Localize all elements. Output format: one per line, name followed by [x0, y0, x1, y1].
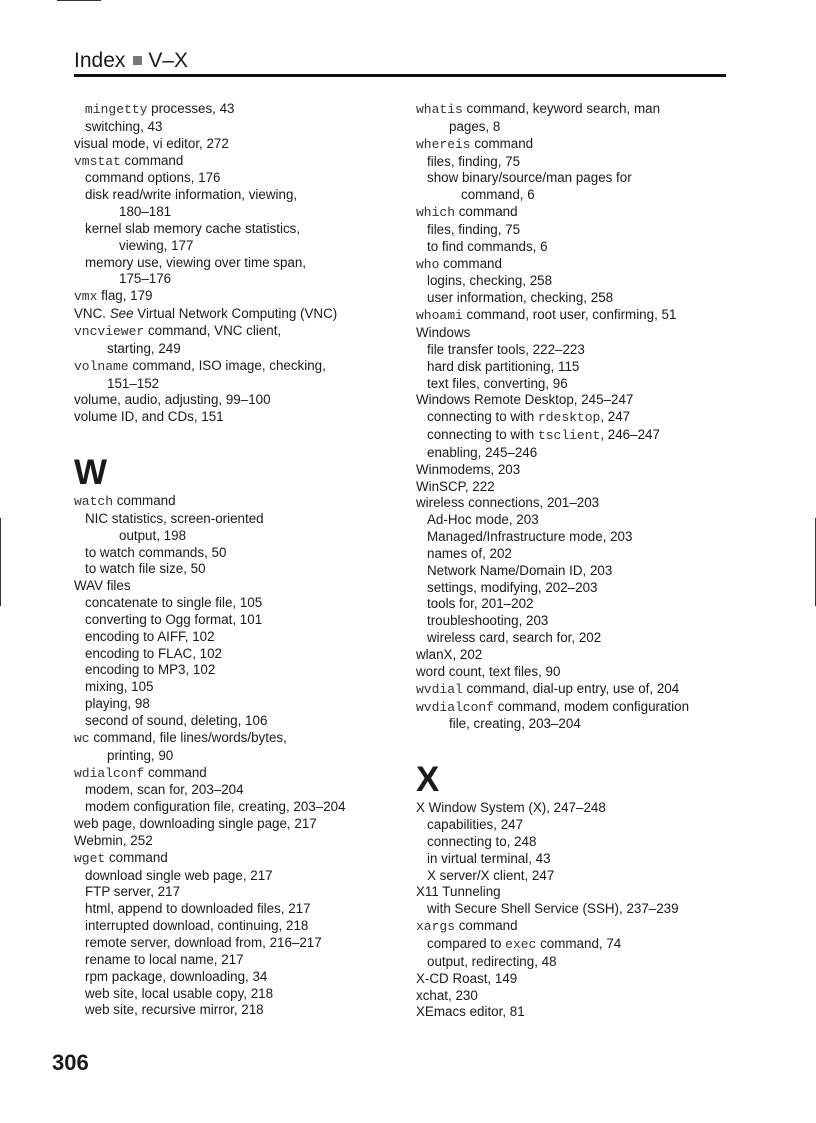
index-subentry — [74, 986, 404, 1003]
crop-mark-left — [0, 518, 1, 606]
entry-text: Windows — [416, 324, 471, 340]
index-subentry — [74, 901, 404, 918]
entry-text: Windows Remote Desktop, 245–247 — [416, 392, 634, 408]
index-subentry — [416, 222, 736, 239]
index-subentry — [416, 936, 736, 954]
command-name: vmstat — [74, 153, 121, 169]
index-subentry — [74, 204, 404, 221]
entry-text: hard disk partitioning, 115 — [427, 358, 580, 374]
entry-text: converting to Ogg format, 101 — [85, 611, 263, 627]
entry-text: to find commands, 6 — [427, 238, 548, 254]
entry-text: logins, checking, 258 — [427, 273, 553, 289]
entry-text: command, file lines/words/bytes, — [89, 729, 287, 745]
index-subentry — [416, 170, 736, 187]
entry-text: word count, text files, 90 — [416, 663, 561, 679]
entry-text: X Window System (X), 247–248 — [416, 800, 606, 816]
index-subentry — [74, 918, 404, 935]
entry-text: disk read/write information, viewing, — [85, 187, 298, 203]
index-entry — [74, 153, 404, 171]
entry-text: output, 198 — [119, 527, 187, 543]
index-subentry — [74, 170, 404, 187]
entry-text: web page, downloading single page, 217 — [74, 816, 317, 832]
entry-text: output, redirecting, 48 — [427, 953, 557, 969]
entry-text: XEmacs editor, 81 — [416, 1004, 525, 1020]
index-subentry — [416, 359, 736, 376]
crop-mark-top — [57, 0, 101, 1]
entry-text: files, finding, 75 — [427, 221, 521, 237]
index-subentry — [416, 119, 736, 136]
index-entry — [416, 699, 736, 717]
index-subentry — [74, 884, 404, 901]
index-entry — [416, 971, 736, 988]
command-name: which — [416, 205, 456, 221]
entry-text: compared to — [427, 935, 506, 951]
entry-text: xchat, 230 — [416, 987, 478, 1003]
index-subentry — [416, 239, 736, 256]
index-subentry — [416, 529, 736, 546]
index-subentry — [416, 563, 736, 580]
entry-text: command, 6 — [461, 187, 535, 203]
index-subentry — [416, 290, 736, 307]
index-entry — [416, 307, 736, 325]
entry-text: encoding to FLAC, 102 — [85, 645, 222, 661]
entry-text: command options, 176 — [85, 170, 221, 186]
index-entry — [416, 495, 736, 512]
index-entry — [416, 988, 736, 1005]
entry-text: playing, 98 — [85, 696, 150, 712]
index-subentry — [74, 511, 404, 528]
index-subentry — [416, 187, 736, 204]
index-subentry — [74, 1002, 404, 1019]
index-subentry — [74, 376, 404, 393]
index-subentry — [416, 613, 736, 630]
index-entry — [74, 306, 404, 323]
command-name: wvdial — [416, 681, 463, 697]
index-subentry — [416, 445, 736, 462]
entry-text: user information, checking, 258 — [427, 290, 614, 306]
entry-text: command, dial-up entry, use of, 204 — [462, 680, 680, 696]
entry-text: processes, 43 — [147, 101, 235, 116]
entry-text: See — [109, 306, 134, 322]
index-subentry — [74, 595, 404, 612]
entry-text: FTP server, 217 — [85, 884, 181, 900]
index-subentry — [74, 101, 404, 119]
entry-text: to watch file size, 50 — [85, 561, 206, 577]
header-title — [74, 48, 188, 74]
index-subentry — [74, 782, 404, 799]
entry-text: show binary/source/man pages for — [427, 170, 632, 186]
command-name: xargs — [416, 919, 456, 935]
entry-text: command — [105, 849, 168, 865]
entry-text: interrupted download, continuing, 218 — [85, 918, 309, 934]
index-subentry — [416, 716, 736, 733]
index-entry — [74, 409, 404, 426]
entry-text: command, 74 — [536, 935, 622, 951]
entry-text: to watch commands, 50 — [85, 544, 227, 560]
entry-text: wireless card, search for, 202 — [427, 630, 602, 646]
index-entry — [74, 358, 404, 376]
entry-text: flag, 179 — [97, 288, 153, 304]
index-subentry — [74, 646, 404, 663]
command-name: volname — [74, 358, 129, 374]
entry-text: , 247 — [600, 409, 631, 425]
index-subentry — [416, 512, 736, 529]
entry-text: connecting to with — [427, 409, 538, 425]
section-gap — [416, 733, 736, 761]
index-subentry — [74, 629, 404, 646]
entry-text: file, creating, 203–204 — [449, 716, 581, 732]
command-name: exec — [505, 936, 537, 952]
index-subentry — [74, 868, 404, 885]
entry-text: command — [144, 764, 207, 780]
entry-text: Webmin, 252 — [74, 832, 153, 848]
index-subentry — [74, 799, 404, 816]
index-entry — [416, 204, 736, 222]
index-entry — [416, 800, 736, 817]
entry-text: Winmodems, 203 — [416, 461, 521, 477]
index-subentry — [416, 630, 736, 647]
entry-text: pages, 8 — [449, 118, 501, 134]
entry-text: printing, 90 — [107, 747, 174, 763]
entry-text: 180–181 — [119, 204, 172, 220]
index-entry — [74, 288, 404, 306]
entry-text: file transfer tools, 222–223 — [427, 341, 585, 357]
entry-text: encoding to AIFF, 102 — [85, 628, 215, 644]
index-entry — [416, 462, 736, 479]
index-entry — [416, 101, 736, 119]
entry-text: switching, 43 — [85, 118, 163, 134]
entry-text: command, keyword search, man — [462, 101, 661, 116]
index-entry — [416, 681, 736, 699]
command-name: whoami — [416, 308, 463, 324]
index-entry — [416, 918, 736, 936]
entry-text: WinSCP, 222 — [416, 478, 495, 494]
index-subentry — [416, 954, 736, 971]
header-range: V–X — [148, 49, 189, 72]
entry-text: connecting to with — [427, 427, 538, 443]
entry-text: VNC. — [74, 306, 110, 322]
command-name: mingetty — [85, 102, 148, 117]
index-subentry — [74, 187, 404, 204]
index-entry — [416, 884, 736, 901]
index-column-left — [74, 101, 404, 1019]
entry-text: kernel slab memory cache statistics, — [85, 220, 301, 236]
command-name: whatis — [416, 102, 463, 117]
entry-text: memory use, viewing over time span, — [85, 254, 307, 270]
entry-text: mixing, 105 — [85, 679, 154, 695]
command-name: wc — [74, 730, 90, 746]
index-entry — [416, 256, 736, 274]
section-gap — [74, 426, 404, 454]
index-entry — [74, 136, 404, 153]
index-subentry — [74, 561, 404, 578]
entry-text: with Secure Shell Service (SSH), 237–239 — [427, 901, 679, 917]
command-name: rdesktop — [537, 410, 601, 426]
index-entry — [74, 765, 404, 783]
entry-text: html, append to downloaded files, 217 — [85, 901, 311, 917]
entry-text: command — [120, 152, 184, 168]
section-letter-heading: X — [416, 760, 440, 800]
index-entry — [74, 730, 404, 748]
command-name: wdialconf — [74, 765, 145, 781]
index-subentry — [74, 528, 404, 545]
entry-text: troubleshooting, 203 — [427, 613, 549, 629]
entry-text: capabilities, 247 — [427, 817, 524, 833]
index-subentry — [74, 748, 404, 765]
index-subentry — [416, 851, 736, 868]
entry-text: modem, scan for, 203–204 — [85, 782, 244, 798]
entry-text: rpm package, downloading, 34 — [85, 968, 268, 984]
entry-text: command, modem configuration — [494, 698, 690, 714]
entry-text: X-CD Roast, 149 — [416, 970, 518, 986]
entry-text: Virtual Network Computing (VNC) — [133, 306, 338, 322]
entry-text: starting, 249 — [107, 340, 181, 356]
entry-text: volume, audio, adjusting, 99–100 — [74, 392, 271, 408]
index-subentry — [416, 834, 736, 851]
command-name: vncviewer — [74, 323, 145, 339]
index-subentry — [74, 255, 404, 272]
index-entry — [74, 850, 404, 868]
entry-text: web site, local usable copy, 218 — [85, 985, 274, 1001]
index-entry — [416, 479, 736, 496]
command-name: who — [416, 256, 440, 272]
index-subentry — [74, 969, 404, 986]
index-subentry — [74, 935, 404, 952]
command-name: wvdialconf — [416, 699, 495, 715]
entry-text: command — [113, 493, 176, 509]
entry-text: 175–176 — [119, 271, 172, 287]
entry-text: second of sound, deleting, 106 — [85, 713, 268, 728]
entry-text: 151–152 — [107, 375, 160, 391]
index-subentry — [416, 546, 736, 563]
index-entry — [416, 664, 736, 681]
index-entry — [74, 578, 404, 595]
entry-text: command — [455, 918, 518, 934]
entry-text: WAV files — [74, 578, 131, 594]
entry-text: volume ID, and CDs, 151 — [74, 409, 224, 425]
index-subentry — [416, 868, 736, 885]
index-subentry — [74, 271, 404, 288]
index-entry — [74, 323, 404, 341]
header-prefix: Index — [74, 49, 126, 72]
index-subentry — [416, 376, 736, 393]
index-subentry — [74, 713, 404, 730]
index-entry — [416, 647, 736, 664]
entry-text: tools for, 201–202 — [427, 596, 534, 612]
entry-text: encoding to MP3, 102 — [85, 662, 216, 678]
index-subentry — [74, 238, 404, 255]
index-subentry — [416, 154, 736, 171]
index-subentry — [74, 341, 404, 358]
command-name: vmx — [74, 289, 98, 305]
running-header — [74, 48, 726, 77]
index-subentry — [416, 273, 736, 290]
command-name: tsclient — [537, 428, 601, 444]
index-subentry — [74, 952, 404, 969]
entry-text: visual mode, vi editor, 272 — [74, 135, 229, 151]
entry-text: modem configuration file, creating, 203–204 — [85, 799, 346, 815]
entry-text: files, finding, 75 — [427, 153, 521, 169]
entry-text: X server/X client, 247 — [427, 867, 555, 883]
index-subentry — [74, 545, 404, 562]
index-subentry — [74, 696, 404, 713]
command-name: wget — [74, 850, 106, 866]
entry-text: Network Name/Domain ID, 203 — [427, 562, 613, 578]
entry-text: X11 Tunneling — [416, 884, 501, 900]
entry-text: command, root user, confirming, 51 — [462, 307, 677, 323]
section-letter-heading: W — [74, 453, 108, 493]
index-entry — [74, 833, 404, 850]
entry-text: command, ISO image, checking, — [128, 357, 326, 373]
index-subentry — [416, 901, 736, 918]
entry-text: settings, modifying, 202–203 — [427, 579, 598, 595]
index-subentry — [74, 662, 404, 679]
index-subentry — [416, 580, 736, 597]
entry-text: enabling, 245–246 — [427, 444, 538, 460]
index-subentry — [416, 817, 736, 834]
entry-text: NIC statistics, screen-oriented — [85, 510, 264, 526]
square-bullet-icon — [133, 56, 142, 65]
entry-text: wireless connections, 201–203 — [416, 495, 600, 511]
entry-text: in virtual terminal, 43 — [427, 850, 551, 866]
page-number: 306 — [52, 1050, 89, 1075]
index-entry — [416, 1004, 736, 1021]
entry-text: viewing, 177 — [119, 237, 194, 253]
entry-text: concatenate to single file, 105 — [85, 595, 263, 611]
index-subentry — [74, 119, 404, 136]
index-subentry — [416, 342, 736, 359]
entry-text: , 246–247 — [600, 427, 660, 443]
index-entry — [416, 392, 736, 409]
index-entry — [416, 325, 736, 342]
entry-text: text files, converting, 96 — [427, 375, 568, 391]
entry-text: Ad-Hoc mode, 203 — [427, 512, 539, 528]
entry-text: rename to local name, 217 — [85, 951, 244, 967]
entry-text: web site, recursive mirror, 218 — [85, 1002, 264, 1018]
index-subentry — [416, 409, 736, 427]
index-entry — [74, 816, 404, 833]
index-column-right — [416, 101, 736, 1021]
entry-text: names of, 202 — [427, 545, 512, 561]
index-entry — [74, 493, 404, 511]
entry-text: connecting to, 248 — [427, 833, 537, 849]
index-entry — [74, 392, 404, 409]
index-subentry — [416, 427, 736, 445]
entry-text: Managed/Infrastructure mode, 203 — [427, 529, 633, 545]
index-entry — [416, 136, 736, 154]
entry-text: command — [439, 255, 502, 271]
entry-text: command — [455, 204, 518, 220]
command-name: whereis — [416, 136, 471, 152]
entry-text: remote server, download from, 216–217 — [85, 934, 322, 950]
entry-text: wlanX, 202 — [416, 647, 483, 662]
index-subentry — [416, 596, 736, 613]
entry-text: command — [470, 135, 534, 151]
index-subentry — [74, 221, 404, 238]
index-subentry — [74, 679, 404, 696]
entry-text: command, VNC client, — [144, 322, 282, 338]
command-name: watch — [74, 494, 114, 510]
index-subentry — [74, 612, 404, 629]
entry-text: download single web page, 217 — [85, 867, 273, 883]
